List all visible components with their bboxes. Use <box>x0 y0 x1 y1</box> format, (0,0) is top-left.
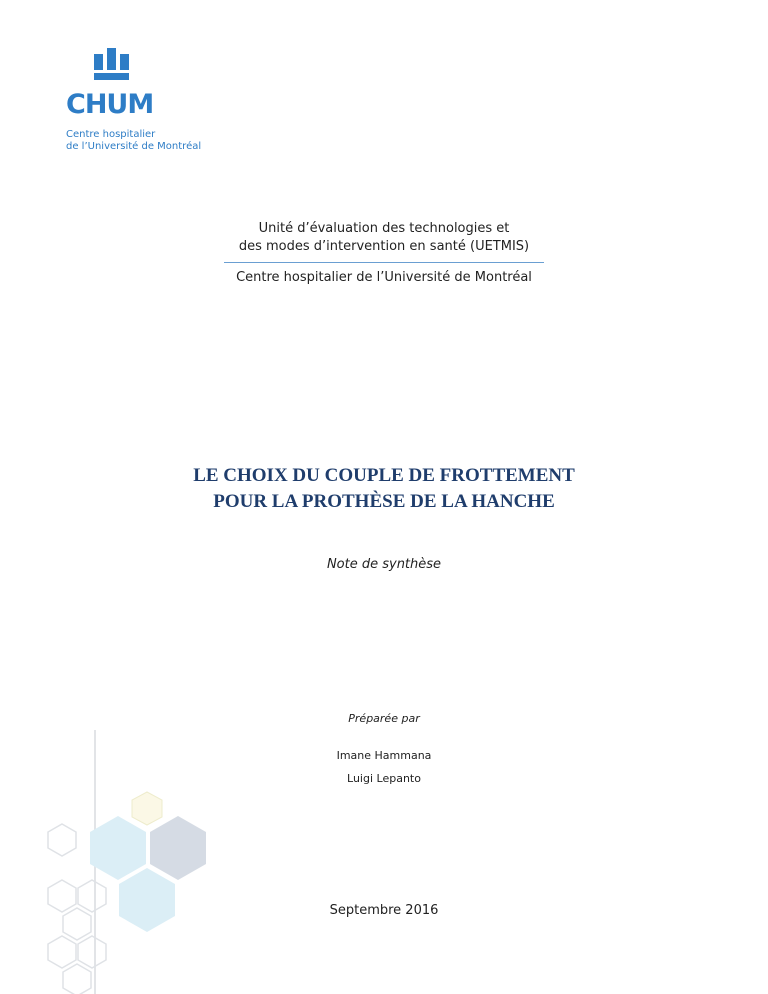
unit-divider <box>224 262 544 263</box>
publication-date: Septembre 2016 <box>329 903 439 918</box>
unit-name-line2: des modes d’intervention en santé (UETMIS) <box>238 239 530 254</box>
hex-cream <box>132 792 162 825</box>
prepared-by-label: Préparée par <box>348 712 420 725</box>
chum-logo-mark-icon <box>92 44 132 84</box>
logo-subtitle-line1: Centre hospitalier <box>66 129 156 140</box>
logo-subtitle-line2: de l’Université de Montréal <box>66 141 202 152</box>
logo-base <box>94 73 129 80</box>
chum-logo <box>66 44 226 154</box>
logo-bar-left <box>94 54 103 70</box>
hex-outline-6 <box>78 936 106 968</box>
hexagon-decoration-icon <box>30 780 230 994</box>
hex-outline-7 <box>63 964 91 994</box>
report-subtitle: Note de synthèse <box>326 557 442 572</box>
hex-outline-1 <box>48 824 76 856</box>
report-title-line2: POUR LA PROTHÈSE DE LA HANCHE <box>213 491 555 512</box>
logo-subtitle <box>66 129 201 153</box>
hex-light-blue-bottom <box>119 868 175 932</box>
hex-outline-4 <box>63 908 91 940</box>
unit-name-line1: Unité d’évaluation des technologies et <box>258 221 510 236</box>
report-title-line1: LE CHOIX DU COUPLE DE FROTTEMENT <box>193 465 575 486</box>
unit-header <box>200 220 568 287</box>
unit-name <box>200 220 568 256</box>
hex-slate <box>150 816 206 880</box>
author-name: Imane Hammana <box>336 749 432 762</box>
author-name: Luigi Lepanto <box>347 772 421 785</box>
author-list <box>200 744 568 790</box>
hex-light-blue-top <box>90 816 146 880</box>
hex-outline-2 <box>48 880 76 912</box>
logo-bar-middle <box>107 48 116 70</box>
hex-outline-3 <box>78 880 106 912</box>
report-title <box>80 463 688 515</box>
logo-wordmark: CHUM <box>66 89 154 120</box>
unit-organization: Centre hospitalier de l’Université de Montréal <box>236 270 532 285</box>
hex-outline-5 <box>48 936 76 968</box>
logo-bar-right <box>120 54 129 70</box>
